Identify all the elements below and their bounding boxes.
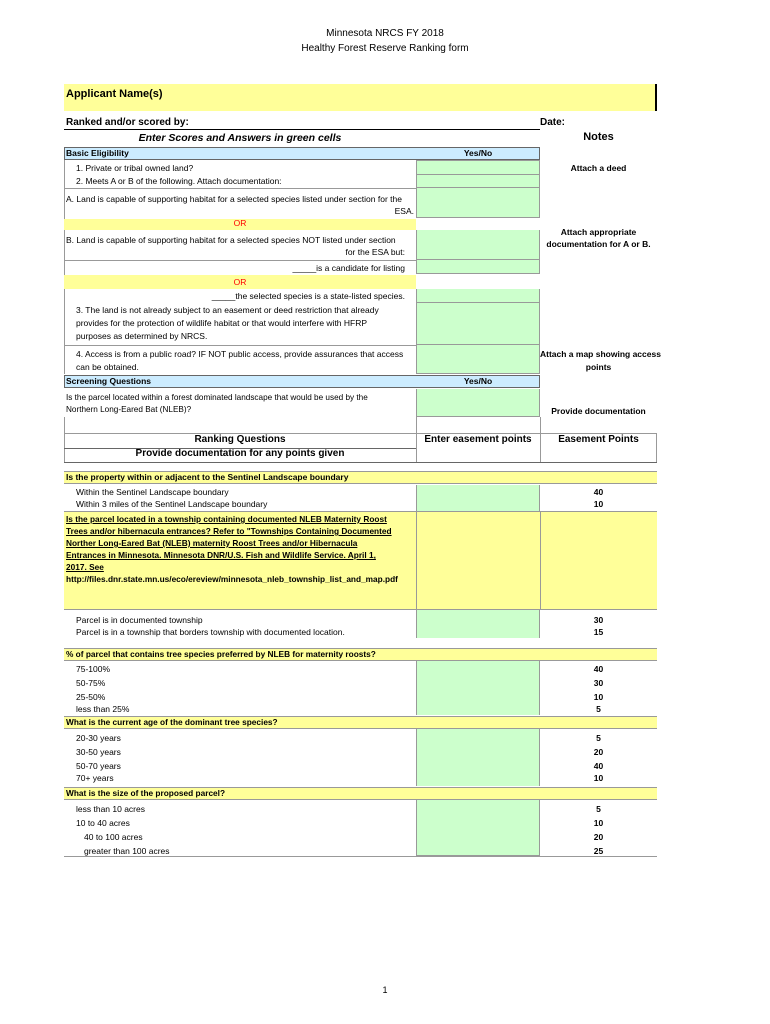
species-row-2-points: 30 [593, 678, 604, 688]
border [540, 511, 541, 610]
basic-b-option1-answer[interactable] [416, 260, 540, 274]
screening-yesno-header: Yes/No [463, 376, 493, 386]
species-question: % of parcel that contains tree species preferred by NLEB for maternity roosts? [66, 649, 376, 659]
divider [64, 448, 416, 449]
size-row-1-points: 5 [596, 804, 601, 814]
age-row-1-points: 5 [596, 733, 601, 743]
basic-left-border [64, 160, 65, 374]
basic-q2-answer[interactable] [416, 174, 540, 188]
divider [64, 462, 657, 463]
table-bottom-border [64, 856, 657, 857]
note-map-line1: Attach a map showing access [540, 349, 661, 359]
sentinel-row-1-label: Within the Sentinel Landscape boundary [76, 487, 229, 497]
age-row-2-label: 30-50 years [76, 747, 121, 757]
note-ab-line1: Attach appropriate [560, 227, 637, 237]
basic-q4-line2: can be obtained. [76, 362, 139, 372]
form-title-line2: Healthy Forest Reserve Ranking form [301, 43, 469, 54]
note-ab-line2: documentation for A or B. [546, 239, 651, 249]
species-answer[interactable] [416, 661, 540, 715]
divider [64, 260, 416, 261]
screening-q1-answer[interactable] [416, 389, 540, 417]
size-row-4-points: 25 [593, 846, 604, 856]
township-row-1-label: Parcel is in documented township [76, 615, 203, 625]
basic-b-option2-answer[interactable] [416, 289, 540, 303]
basic-b-line1: B. Land is capable of supporting habitat for a selected species NOT listed under section [66, 235, 396, 245]
species-row-4-points: 5 [596, 704, 601, 714]
border [416, 511, 417, 610]
basic-b-line2: for the ESA but: [345, 247, 405, 257]
species-row-3-label: 25-50% [76, 692, 106, 702]
sentinel-row-2-points: 10 [593, 499, 604, 509]
ranked-line [64, 129, 540, 130]
basic-q3-line1: 3. The land is not already subject to an easement or deed restriction that already [76, 305, 379, 315]
sentinel-row-2-label: Within 3 miles of the Sentinel Landscape boundary [76, 499, 268, 509]
screening-note: Provide documentation [551, 406, 646, 416]
screening-title: Screening Questions [66, 376, 152, 386]
basic-eligibility-title: Basic Eligibility [66, 148, 129, 158]
size-row-2-points: 10 [593, 818, 604, 828]
basic-q3-answer[interactable] [416, 303, 540, 345]
screening-q1-line2: Northern Long-Eared Bat (NLEB)? [66, 405, 192, 414]
basic-a-line2: ESA. [394, 206, 414, 216]
township-link[interactable]: http://files.dnr.state.mn.us/eco/ereview/minnesota_nleb_township_list_and_map.pdf [66, 574, 398, 584]
age-row-4-points: 10 [593, 773, 604, 783]
township-question-line2: Trees and/or hibernacula entrances? Refer to "Townships Containing Documented [66, 526, 392, 536]
size-row-1-label: less than 10 acres [76, 804, 145, 814]
species-row-1-points: 40 [593, 664, 604, 674]
basic-q4-line1: 4. Access is from a public road? IF NOT public access, provide assurances that access [76, 349, 404, 359]
form-title-line1: Minnesota NRCS FY 2018 [326, 28, 444, 39]
size-row-4-label: greater than 100 acres [84, 846, 170, 856]
sentinel-question: Is the property within or adjacent to the Sentinel Landscape boundary [66, 472, 349, 482]
instructions: Enter Scores and Answers in green cells [138, 132, 342, 144]
divider [64, 345, 416, 346]
page-number: 1 [382, 985, 388, 995]
basic-yesno-header: Yes/No [463, 148, 493, 158]
date-label: Date: [540, 117, 566, 128]
basic-a-answer[interactable] [416, 188, 540, 218]
basic-q1-answer[interactable] [416, 160, 540, 174]
ranking-subtitle: Provide documentation for any points given [135, 448, 345, 459]
basic-a-line1: A. Land is capable of supporting habitat for a selected species listed under section for the [66, 194, 402, 204]
ranked-label: Ranked and/or scored by: [66, 117, 189, 128]
age-answer[interactable] [416, 729, 540, 786]
basic-q2: 2. Meets A or B of the following. Attach documentation: [76, 176, 282, 186]
note-deed: Attach a deed [570, 163, 627, 173]
township-question-line5: 2017. See [66, 562, 104, 572]
township-question-line3: Norther Long-Eared Bat (NLEB) maternity Roost Trees and/or Hibernacula [66, 538, 358, 548]
size-question: What is the size of the proposed parcel? [66, 788, 226, 798]
basic-q3-line3: purposes as determined by NRCS. [76, 331, 208, 341]
easement-points-header: Easement Points [558, 434, 639, 445]
age-row-2-points: 20 [593, 747, 604, 757]
species-row-3-points: 10 [593, 692, 604, 702]
age-row-4-label: 70+ years [76, 773, 114, 783]
township-row-2-label: Parcel is in a township that borders township with documented location. [76, 627, 345, 637]
ranking-title: Ranking Questions [194, 434, 286, 445]
basic-q4-answer[interactable] [416, 345, 540, 374]
size-answer[interactable] [416, 800, 540, 856]
basic-q1: 1. Private or tribal owned land? [76, 163, 194, 173]
enter-points-header: Enter easement points [424, 434, 532, 445]
township-question-line4: Entrances in Minnesota. Minnesota DNR/U.S. Fish and Wildlife Service. April 1, [66, 550, 376, 560]
township-question-line1: Is the parcel located in a township containing documented NLEB Maternity Roost [66, 514, 387, 524]
age-row-3-label: 50-70 years [76, 761, 121, 771]
note-map-line2: points [585, 362, 612, 372]
species-row-4-label: less than 25% [76, 704, 130, 714]
size-row-3-points: 20 [593, 832, 604, 842]
age-row-1-label: 20-30 years [76, 733, 121, 743]
sentinel-answer[interactable] [416, 485, 540, 511]
or-label-2: OR [233, 277, 247, 287]
species-row-1-label: 75-100% [76, 664, 111, 674]
applicant-border [655, 84, 657, 111]
species-row-2-label: 50-75% [76, 678, 106, 688]
basic-b-option1: _____is a candidate for listing [292, 263, 405, 273]
size-row-2-label: 10 to 40 acres [76, 818, 130, 828]
age-row-3-points: 40 [593, 761, 604, 771]
township-row-2-points: 15 [593, 627, 604, 637]
township-answer[interactable] [416, 610, 540, 638]
basic-b-option2: _____the selected species is a state-listed species. [211, 291, 405, 301]
size-row-3-label: 40 to 100 acres [84, 832, 143, 842]
sentinel-row-1-points: 40 [593, 487, 604, 497]
applicant-label: Applicant Name(s) [66, 88, 163, 100]
screening-q1-line1: Is the parcel located within a forest dominated landscape that would be used by the [66, 393, 368, 402]
basic-b-answer[interactable] [416, 230, 540, 260]
township-row-1-points: 30 [593, 615, 604, 625]
or-label-1: OR [233, 218, 247, 228]
notes-label: Notes [583, 131, 614, 143]
divider [64, 188, 416, 189]
basic-q3-line2: provides for the protection of wildlife habitat or that would interfere with HFRP [76, 318, 368, 328]
age-question: What is the current age of the dominant tree species? [66, 717, 278, 727]
